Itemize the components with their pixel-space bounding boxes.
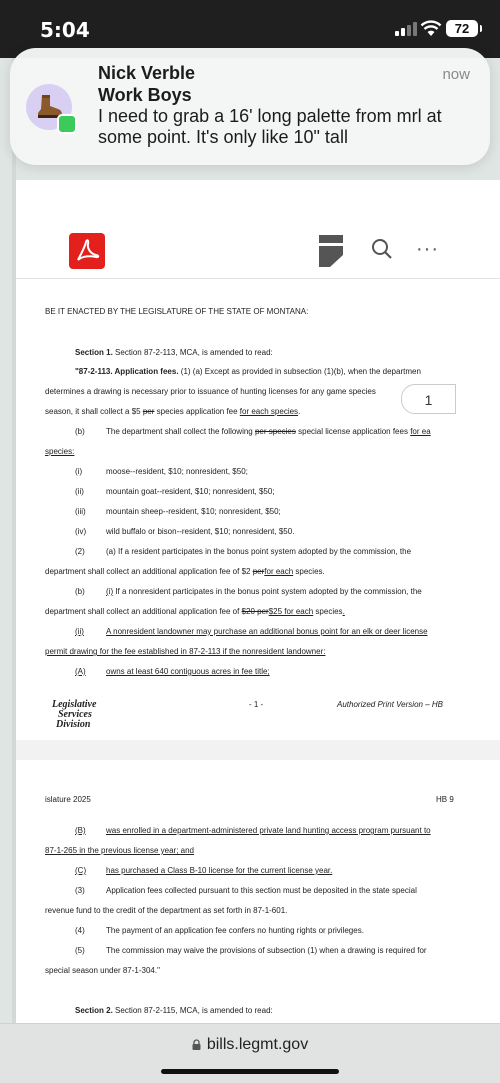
doc-line-num: (3) (75, 886, 85, 895)
enacting-clause: BE IT ENACTED BY THE LEGISLATURE OF THE STATE OF MONTANA: (45, 307, 309, 316)
notification-body: I need to grab a 16' long palette from mrl at some point. It's only like 10" tall (98, 106, 442, 147)
doc-line: was enrolled in a department-administered private land hunting access program pursuant to (106, 826, 431, 835)
doc-line: wild buffalo or bison--resident, $10; nonresident, $50. (106, 527, 295, 536)
messages-icon (57, 114, 77, 134)
page-layout-icon[interactable] (319, 235, 343, 267)
doc-line-num: (iii) (75, 507, 86, 516)
doc-line-num: (2) (75, 547, 85, 556)
page-2-header-right: HB 9 (436, 795, 454, 804)
doc-line-num: (ii) (75, 627, 84, 636)
doc-line: determines a drawing is necessary prior to issuance of hunting licenses for any game species (45, 387, 376, 396)
status-time: 5:04 (40, 18, 90, 42)
lock-icon (192, 1039, 201, 1050)
url-text: bills.legmt.gov (206, 1036, 309, 1053)
doc-line: The commission may waive the provisions of subsection (1) when a drawing is required for (106, 946, 427, 955)
more-icon[interactable]: ··· (416, 238, 439, 260)
doc-line: The department shall collect the following per species special license application fees for ea (106, 427, 431, 436)
page-2-header-left: islature 2025 (45, 795, 91, 804)
doc-line-num: (4) (75, 926, 85, 935)
doc-line: owns at least 640 contiguous acres in fee title; (106, 667, 270, 676)
url-display[interactable] (0, 1036, 500, 1054)
page-number-indicator[interactable]: 1 (401, 384, 456, 414)
doc-line: special season under 87-1-304." (45, 966, 160, 975)
imessage-notification[interactable] (10, 48, 490, 165)
doc-line: A nonresident landowner may purchase an additional bonus point for an elk or deer license (106, 627, 428, 636)
wifi-icon (420, 19, 442, 37)
doc-line: season, it shall collect a $5 per species application fee for each species. (45, 407, 301, 416)
doc-line-num: (5) (75, 946, 85, 955)
doc-line-num: (b) (75, 427, 85, 436)
doc-line-num: (ii) (75, 487, 84, 496)
notification-time: now (442, 66, 470, 83)
page-number: - 1 - (249, 700, 264, 709)
page-separator (16, 740, 500, 760)
doc-line: permit drawing for the fee established in 87-2-113 if the nonresident landowner: (45, 647, 326, 656)
notification-group: Work Boys (98, 85, 192, 105)
doc-line: revenue fund to the credit of the department as set forth in 87-1-601. (45, 906, 288, 915)
doc-line: (i) If a nonresident participates in the bonus point system adopted by the commission, the (106, 587, 422, 596)
doc-line: "87-2-113. Application fees. (1) (a) Except as provided in subsection (1)(b), when the departmen (75, 367, 421, 376)
doc-line-num: (i) (75, 467, 83, 476)
doc-line-num: (C) (75, 866, 87, 875)
legislative-services-logo: Legislative Services Division (52, 699, 97, 730)
home-indicator[interactable] (161, 1069, 339, 1074)
doc-line-num: (A) (75, 667, 86, 676)
doc-line: The payment of an application fee confers no hunting rights or privileges. (106, 926, 364, 935)
adobe-acrobat-icon[interactable] (69, 233, 105, 269)
doc-line: has purchased a Class B-10 license for the current license year. (106, 866, 333, 875)
doc-line-num: (b) (75, 587, 85, 596)
doc-line-num: (iv) (75, 527, 87, 536)
search-icon[interactable] (371, 238, 393, 260)
doc-line: moose--resident, $10; nonresident, $50; (106, 467, 248, 476)
section-2-heading: Section 2. Section 87-2-115, MCA, is amended to read: (75, 1006, 273, 1015)
doc-line: Application fees collected pursuant to this section must be deposited in the state special (106, 886, 417, 895)
print-version-label: Authorized Print Version – HB (337, 700, 443, 709)
doc-line: mountain sheep--resident, $10; nonresident, $50; (106, 507, 281, 516)
doc-line-num: (B) (75, 826, 86, 835)
doc-line: species: (45, 447, 75, 456)
cellular-signal-icon (395, 22, 417, 36)
doc-line: department shall collect an additional application fee of $2 perfor each species. (45, 567, 325, 576)
doc-line: 87-1-265 in the previous license year; and (45, 846, 194, 855)
notification-sender: Nick Verble (98, 63, 196, 83)
safari-address-bar[interactable] (0, 1023, 500, 1083)
pdf-viewer[interactable] (16, 180, 500, 1023)
battery-icon: 72 (446, 20, 478, 37)
doc-line: (a) If a resident participates in the bonus point system adopted by the commission, the (106, 547, 412, 556)
section-1-heading: Section 1. Section 87-2-113, MCA, is amended to read: (75, 348, 273, 357)
doc-line: mountain goat--resident, $10; nonresident, $50; (106, 487, 275, 496)
pdf-toolbar (16, 180, 500, 279)
doc-line: department shall collect an additional application fee of $20 per$25 for each species. (45, 607, 345, 616)
